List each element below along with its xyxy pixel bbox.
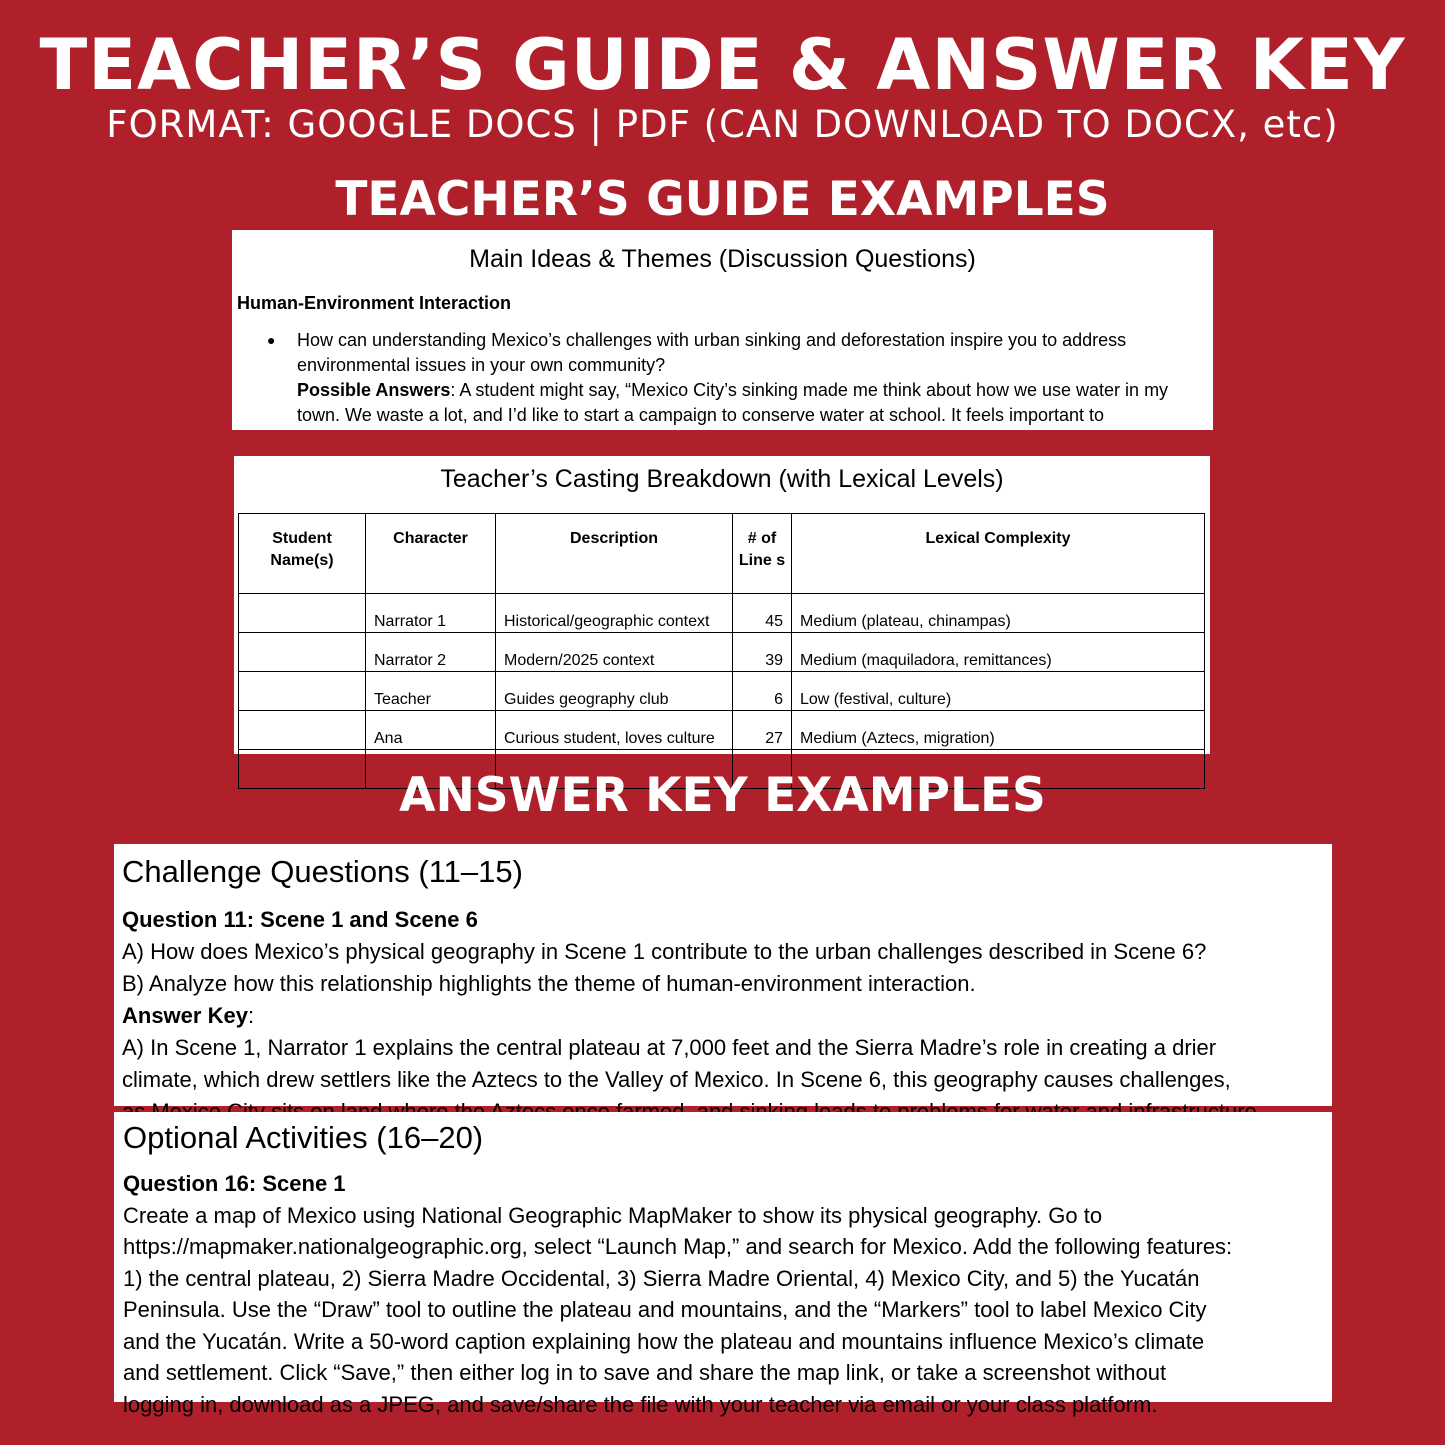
cell-lexical: Low (festival, culture): [792, 672, 1205, 711]
guide-section-heading: TEACHER’S GUIDE EXAMPLES: [335, 172, 1110, 227]
answer-key-label: Answer Key: [122, 1003, 248, 1028]
discussion-title: Main Ideas & Themes (Discussion Questions): [469, 245, 976, 273]
table-row: [239, 711, 1205, 750]
activity-line: 1) the central plateau, 2) Sierra Madre Occidental, 3) Sierra Madre Oriental, 4) Mexico City, and 5) the Yucatán: [123, 1265, 1200, 1291]
header-description: Description: [496, 514, 733, 594]
cell-lexical: Medium (Aztecs, migration): [792, 711, 1205, 750]
answer-line-2: climate, which drew settlers like the Aztecs to the Valley of Mexico. In Scene 6, this geography causes challenges,: [122, 1067, 1231, 1092]
table-row: [239, 672, 1205, 711]
cell-lines: 39: [733, 633, 792, 672]
optional-title: Optional Activities (16–20): [123, 1120, 484, 1155]
cell-lexical: Medium (plateau, chinampas): [792, 594, 1205, 633]
casting-title: Teacher’s Casting Breakdown (with Lexical Levels): [440, 465, 1004, 493]
answer-key-heading: [122, 1000, 1322, 1032]
question-11-part-b: B) Analyze how this relationship highlights the theme of human-environment interaction.: [122, 971, 976, 996]
activity-line: Create a map of Mexico using National Geographic MapMaker to show its physical geography. Go to: [123, 1202, 1103, 1228]
answer-key-colon: :: [247, 1003, 255, 1028]
possible-answers-label: Possible Answers: [297, 380, 451, 400]
banner-subtitle: FORMAT: GOOGLE DOCS | PDF (CAN DOWNLOAD TO DOCX, etc): [106, 103, 1339, 146]
cell-student[interactable]: [239, 633, 366, 672]
cell-lexical: Medium (maquiladora, remittances): [792, 633, 1205, 672]
cell-lines: 6: [733, 672, 792, 711]
activity-line: logging in, download as a JPEG, and save/share the file with your teacher via email or your class platform.: [123, 1391, 1158, 1417]
discussion-question: How can understanding Mexico’s challenges with urban sinking and deforestation inspire you to address environmental issues in your own community?: [297, 330, 1127, 375]
cell-character: Teacher: [366, 672, 496, 711]
header-number-of-lines: # of Line s: [733, 514, 792, 594]
casting-table: [238, 513, 1205, 789]
answer-section-heading: ANSWER KEY EXAMPLES: [399, 768, 1046, 823]
cell-lines: 27: [733, 711, 792, 750]
header-student-names: Student Name(s): [239, 514, 366, 594]
answer-line-1: A) In Scene 1, Narrator 1 explains the central plateau at 7,000 feet and the Sierra Madre’s role in creating a drier: [122, 1035, 1217, 1060]
challenge-title: Challenge Questions (11–15): [122, 854, 523, 889]
banner-title: TEACHER’S GUIDE & ANSWER KEY: [39, 24, 1406, 106]
cell-description: Curious student, loves culture: [496, 711, 733, 750]
cell-student[interactable]: [239, 594, 366, 633]
optional-activities-panel: [114, 1112, 1332, 1417]
activity-line: Peninsula. Use the “Draw” tool to outline the plateau and mountains, and the “Markers” tool to label Mexico City: [123, 1297, 1207, 1322]
cell-student[interactable]: [239, 711, 366, 750]
discussion-questions-panel: [232, 230, 1213, 430]
cell-description: Historical/geographic context: [496, 594, 733, 633]
activity-line: and the Yucatán. Write a 50-word caption explaining how the plateau and mountains influence Mexico’s climate: [123, 1328, 1205, 1354]
table-row: [239, 633, 1205, 672]
question-16-label: Question 16: Scene 1: [123, 1171, 346, 1196]
possible-answers-text: : A student might say, “Mexico City’s sinking made me think about how we use water in my town. We waste a lot, and I’d like to start a campaign to conserve water at school. It feels important to: [297, 380, 1169, 425]
activity-line: https://mapmaker.nationalgeographic.org, select “Launch Map,” and search for Mexico. Add the following features:: [123, 1234, 1233, 1259]
header-lexical-complexity: Lexical Complexity: [792, 514, 1205, 594]
challenge-questions-panel: [114, 844, 1332, 1106]
question-11-label: Question 11: Scene 1 and Scene 6: [122, 907, 478, 932]
discussion-item: [267, 328, 1197, 428]
cell-character: Ana: [366, 711, 496, 750]
table-header-row: [239, 514, 1205, 594]
activity-line: and settlement. Click “Save,” then either log in to save and share the map link, or take a screenshot without: [123, 1360, 1167, 1385]
cell-character: Narrator 1: [366, 594, 496, 633]
table-row: [239, 594, 1205, 633]
bullet-icon: ●: [267, 332, 276, 348]
question-11-part-a: A) How does Mexico’s physical geography in Scene 1 contribute to the urban challenges described in Scene 6?: [122, 939, 1207, 964]
cell-description: Modern/2025 context: [496, 633, 733, 672]
casting-breakdown-panel: [234, 456, 1210, 754]
cell-character: Narrator 2: [366, 633, 496, 672]
cell-description: Guides geography club: [496, 672, 733, 711]
cell-student[interactable]: [239, 672, 366, 711]
discussion-subheading: Human-Environment Interaction: [237, 293, 512, 313]
header-character: Character: [366, 514, 496, 594]
cell-lines: 45: [733, 594, 792, 633]
